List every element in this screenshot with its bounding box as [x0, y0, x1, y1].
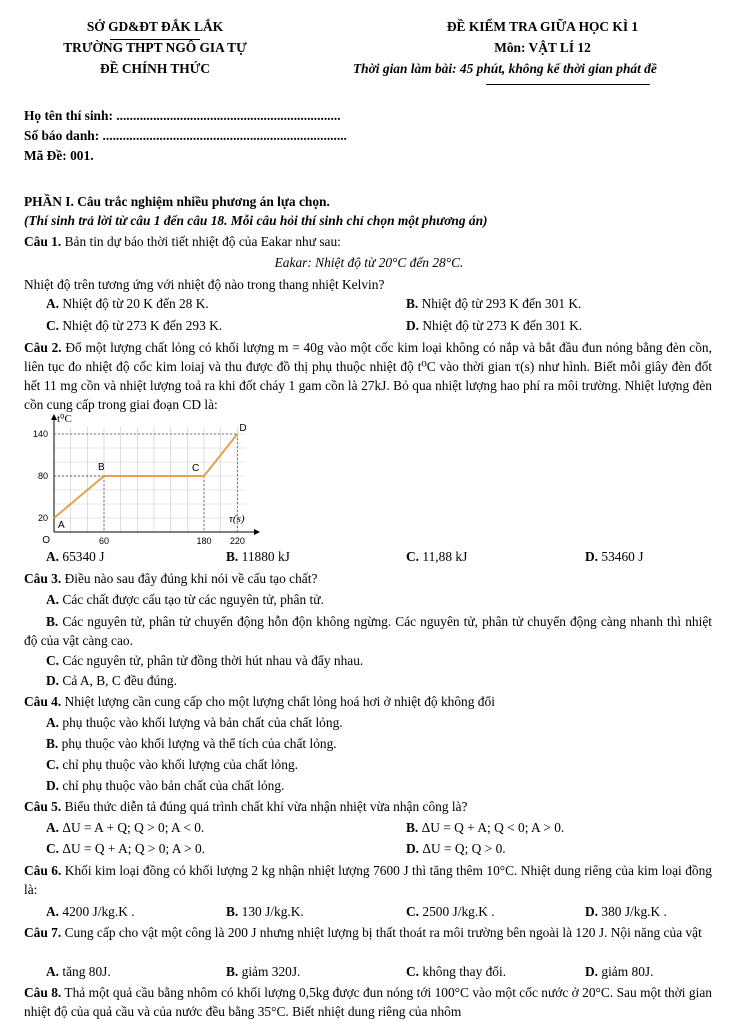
- x-axis-arrow: [254, 529, 260, 535]
- forecast-quote: Eakar: Nhiệt độ từ 20°C đến 28°C.: [274, 255, 464, 270]
- question-text: Đổ một lượng chất lỏng có khối lượng m = 40g vào một cốc kim loại không có nắp và bắt đầu đun nóng bằng đèn cồn, liên tục đo nhiệt độ cốc kim loiaj và thu được đồ thị phụ thuộc nhiệt độ t⁰C vào thời gian τ(s) như hình. Biết mỗi giây đèn đốt hết 11 mg cồn và nhiệt lượng toả ra khi đốt cháy 1 gam cồn là 27kJ. Bỏ qua nhiệt lượng hao phí ra môi trường. Nhiệt lượng đèn cồn cung cấp trong giai đoạn CD là:: [24, 340, 712, 412]
- exam-title: ĐỀ KIỂM TRA GIỮA HỌC KÌ 1: [446, 19, 639, 34]
- question-text: Thả một quả cầu bằng nhôm có khối lượng 0,5kg được đun nóng tới 100°C vào một cốc nước ở 20°C. Sau một thời gian nhiệt độ của quả cầu và của nước đều bằng 35°C. Biết nhiệt dung riêng của nhôm: [24, 985, 712, 1019]
- x-tick-label: 220: [229, 536, 245, 546]
- option-d[interactable]: D. 53460 J: [585, 549, 644, 564]
- question-label: Câu 3.: [24, 571, 62, 586]
- option-d[interactable]: D. giảm 80J.: [585, 964, 654, 979]
- x-axis-label: τ(s): [229, 513, 245, 525]
- question-text: Bản tin dự báo thời tiết nhiệt độ của Eakar như sau:: [61, 234, 341, 249]
- question-text: Biểu thức diễn tả đúng quá trình chất khí vừa nhận nhiệt vừa nhận công là?: [61, 799, 468, 814]
- x-tick-label: 60: [98, 536, 110, 546]
- option-c[interactable]: C. chỉ phụ thuộc vào khối lượng của chất lỏng.: [46, 757, 298, 772]
- exam-subject: Môn: VẬT LÍ 12: [494, 40, 591, 55]
- question-8: [24, 983, 712, 1021]
- header-official-label: ĐỀ CHÍNH THỨC: [99, 61, 211, 76]
- question-label: Câu 4.: [24, 694, 62, 709]
- question-2: [24, 338, 712, 414]
- question-label: Câu 5.: [24, 799, 62, 814]
- question-6: [24, 861, 712, 899]
- option-a[interactable]: A. 4200 J/kg.K .: [46, 904, 135, 919]
- option-c[interactable]: C. Các nguyên tử, phân tử đồng thời hút nhau và đẩy nhau.: [46, 653, 364, 668]
- option-b[interactable]: B. 130 J/kg.K.: [226, 904, 304, 919]
- option-d[interactable]: D. Nhiệt độ từ 273 K đến 301 K.: [406, 318, 583, 333]
- y-tick-label: 20: [37, 513, 48, 523]
- question-text: Nhiệt lượng cần cung cấp cho một lượng chất lỏng hoá hơi ở nhiệt độ không đổi: [61, 694, 495, 709]
- question-label: Câu 8.: [24, 985, 62, 1000]
- point-label-d: D: [239, 423, 247, 434]
- option-a[interactable]: A. phụ thuộc vào khối lượng và bản chất của chất lỏng.: [46, 715, 343, 730]
- y-axis-label: t⁰C: [57, 413, 72, 425]
- option-a[interactable]: A. 65340 J: [46, 549, 105, 564]
- y-tick-label: 140: [32, 429, 48, 439]
- question-label: Câu 6.: [24, 863, 62, 878]
- question-5: [24, 798, 714, 816]
- option-b[interactable]: B. phụ thuộc vào khối lượng và thể tích của chất lỏng.: [46, 736, 337, 751]
- option-d[interactable]: D. Cả A, B, C đều đúng.: [46, 673, 177, 688]
- option-c[interactable]: C. 2500 J/kg.K .: [406, 904, 495, 919]
- option-b[interactable]: B. Các nguyên tử, phân tử chuyển động hỗn độn không ngừng. Các nguyên tử, phân tử chuyển động càng nhanh thì nhiệt độ của vật càng cao.: [24, 614, 712, 648]
- question-text: Cung cấp cho vật một công là 200 J nhưng nhiệt lượng bị thất thoát ra môi trường bên ngoài là 120 J. Nội năng của vật: [61, 925, 702, 940]
- header-underline-right: [486, 84, 650, 85]
- question-7: [24, 923, 712, 942]
- question-3: [24, 570, 714, 588]
- question-text: Khối kim loại đồng có khối lượng 2 kg nhận nhiệt lượng 7600 J thì tăng thêm 10°C. Nhiệt dung riêng của kim loại đồng là:: [24, 863, 712, 897]
- temperature-time-chart: [24, 410, 284, 548]
- option-a[interactable]: A. Các chất được cấu tạo từ các nguyên tử, phân tử.: [46, 592, 324, 607]
- question-text-2: Nhiệt độ trên tương ứng với nhiệt độ nào trong thang nhiệt Kelvin?: [24, 277, 385, 292]
- question-label: Câu 1.: [24, 234, 62, 249]
- option-c[interactable]: C. ΔU = Q + A; Q > 0; A > 0.: [46, 841, 205, 856]
- option-b[interactable]: B. ΔU = Q + A; Q < 0; A > 0.: [406, 820, 565, 835]
- point-label-a: A: [58, 520, 65, 531]
- exam-duration: Thời gian làm bài: 45 phút, không kể thời gian phát đề: [353, 61, 657, 76]
- option-a[interactable]: A. tăng 80J.: [46, 964, 111, 979]
- origin-label: O: [42, 535, 50, 546]
- option-a[interactable]: A. Nhiệt độ từ 20 K đến 28 K.: [46, 296, 209, 311]
- question-1: [24, 233, 714, 251]
- section-instruction: (Thí sinh trả lời từ câu 1 đến câu 18. Mỗi câu hỏi thí sinh chỉ chọn một phương án): [24, 213, 488, 228]
- point-label-b: B: [98, 462, 105, 473]
- point-label-c: C: [192, 463, 200, 474]
- option-d[interactable]: D. ΔU = Q; Q > 0.: [406, 841, 506, 856]
- option-c[interactable]: C. không thay đổi.: [406, 964, 507, 979]
- option-c[interactable]: C. 11,88 kJ: [406, 549, 468, 564]
- student-name-field: Họ tên thí sinh: ...................................................................: [24, 108, 341, 123]
- question-4: [24, 693, 714, 711]
- question-label: Câu 2.: [24, 340, 62, 355]
- option-b[interactable]: B. giảm 320J.: [226, 964, 301, 979]
- option-b[interactable]: B. Nhiệt độ từ 293 K đến 301 K.: [406, 296, 582, 311]
- section-title: PHẦN I. Câu trắc nghiệm nhiều phương án lựa chọn.: [24, 194, 330, 209]
- question-label: Câu 7.: [24, 925, 62, 940]
- option-b[interactable]: B. 11880 kJ: [226, 549, 290, 564]
- header-department: SỞ GD&ĐT ĐẮK LẮK: [86, 19, 224, 34]
- question-text: Điều nào sau đây đúng khi nói về cấu tạo chất?: [61, 571, 318, 586]
- option-c[interactable]: C. Nhiệt độ từ 273 K đến 293 K.: [46, 318, 223, 333]
- header-school: TRƯỜNG THPT NGÔ GIA TỰ: [63, 40, 247, 55]
- exam-code: Mã Đề: 001.: [24, 148, 94, 163]
- x-tick-label: 180: [196, 536, 212, 546]
- option-d[interactable]: D. 380 J/kg.K .: [585, 904, 667, 919]
- student-id-field: Số báo danh: .........................................................................: [24, 128, 347, 143]
- y-tick-label: 80: [37, 471, 48, 481]
- option-a[interactable]: A. ΔU = A + Q; Q > 0; A < 0.: [46, 820, 205, 835]
- option-d[interactable]: D. chỉ phụ thuộc vào bản chất của chất lỏng.: [46, 778, 285, 793]
- header-underline-left: [110, 39, 200, 40]
